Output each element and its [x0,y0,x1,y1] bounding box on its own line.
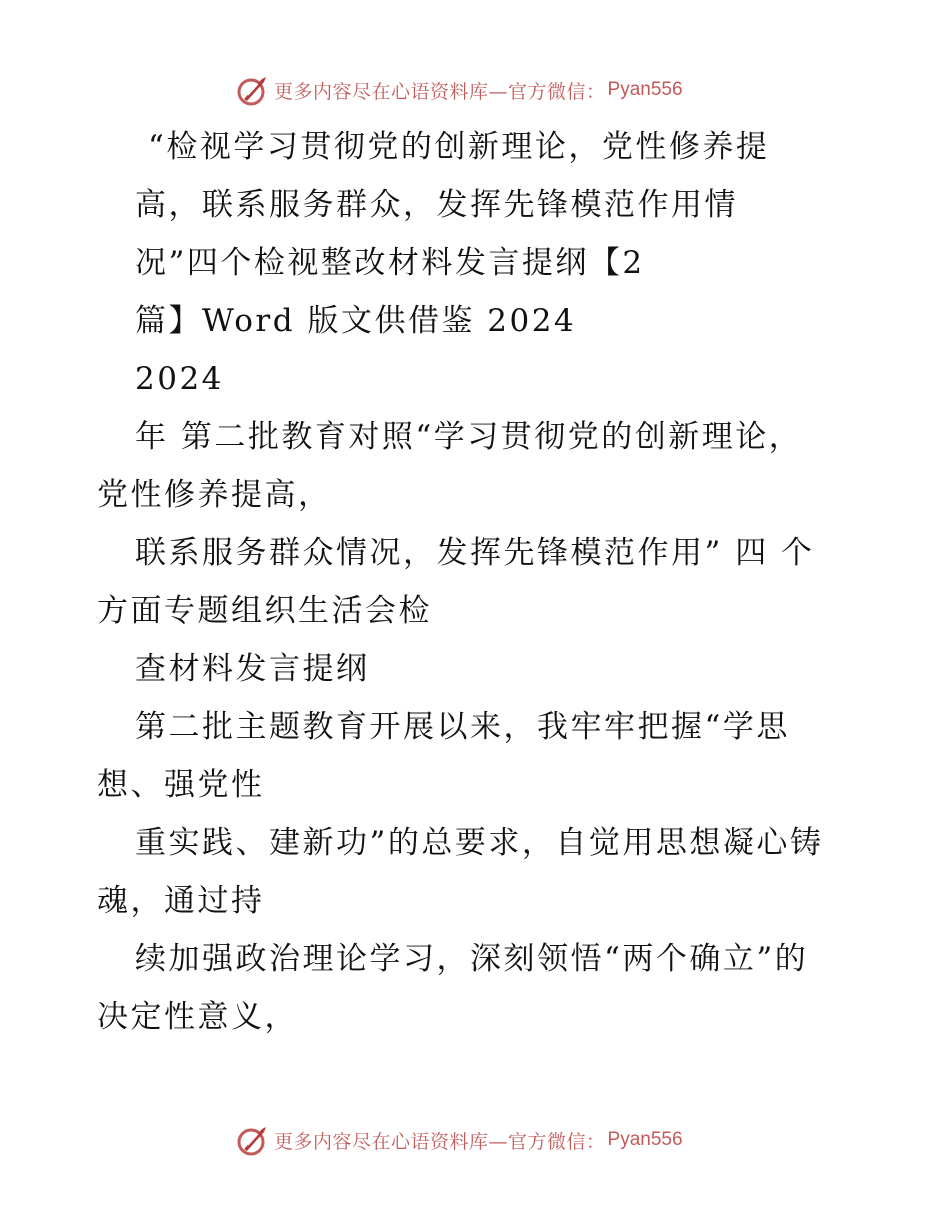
quill-pen-logo-icon [236,1123,270,1157]
body-line-8: 想、强党性 [97,767,265,803]
body-line-10: 魂，通过持 [97,883,265,919]
body-line-9: 重实践、建新功”的总要求，自觉用思想凝心铸 [135,825,824,861]
body-line-1: 2024 [135,361,224,397]
title-line-2: 高，联系服务群众，发挥先锋模范作用情 [135,187,738,223]
title-line-3: 况”四个检视整改材料发言提纲【2 [135,245,645,281]
banner-text: 更多内容尽在心语资料库—官方微信： [274,80,606,103]
body-line-7: 第二批主题教育开展以来，我牢牢把握“学思 [135,709,790,745]
wechat-id: Pyan556 [607,79,683,100]
quill-pen-logo-icon [236,73,270,107]
body-line-5: 方面专题组织生活会检 [97,593,432,629]
body-line-2: 年 第二批教育对照“学习贯彻党的创新理论， [135,419,803,455]
banner-text: 更多内容尽在心语资料库—官方微信： [274,1130,606,1153]
title-line-1: “检视学习贯彻党的创新理论，党性修养提 [148,129,770,165]
footer-watermark-banner [236,1122,683,1158]
body-line-4: 联系服务群众情况，发挥先锋模范作用” 四 个 [135,535,815,571]
title-line-4: 篇】Word 版文供借鉴 2024 [135,303,577,339]
wechat-id: Pyan556 [607,1129,683,1150]
body-line-3: 党性修养提高， [97,477,332,513]
body-line-6: 查材料发言提纲 [135,651,370,687]
body-line-11: 续加强政治理论学习，深刻领悟“两个确立”的 [135,941,809,977]
header-watermark-banner [236,72,683,108]
body-line-12: 决定性意义， [97,999,298,1035]
